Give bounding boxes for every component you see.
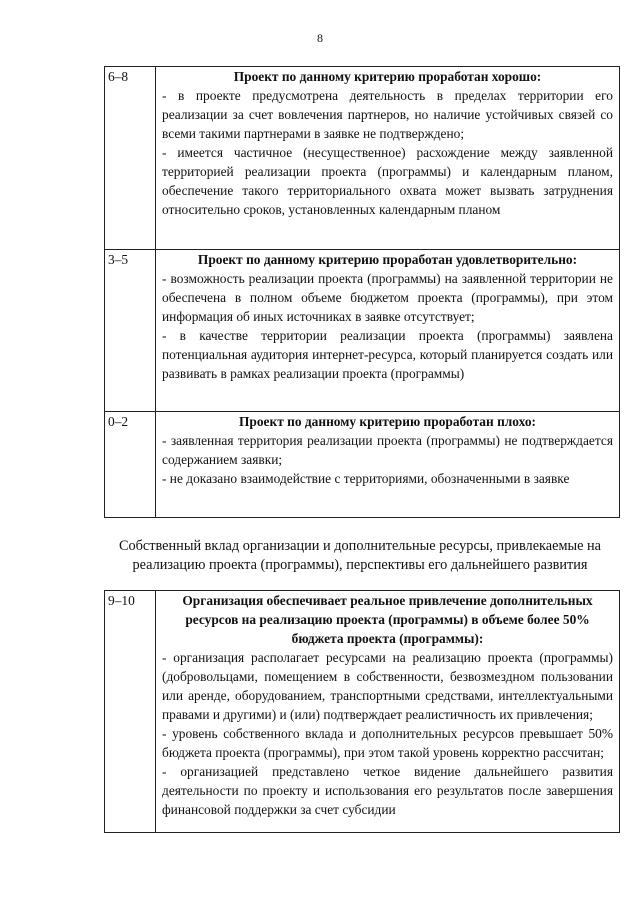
score-range: 9–10 <box>105 591 156 833</box>
criteria-item: - организация располагает ресурсами на реализацию проекта (программы) (добровольцами, помещением в собственности, безвозмездном пользовании или аренде, оборудованием, транспортными средствами, интеллектуальными правами и другими) и (или) подтверждает реалистичность их привлечения; <box>162 650 613 722</box>
criteria-item: - имеется частичное (несущественное) расхождение между заявленной территорией реализации проекта (программы) и календарным планом, обеспечение такого территориального охвата может вызвать затруднения относительно сроков, установленных календарным планом <box>162 145 613 217</box>
page-number: 8 <box>317 31 323 45</box>
criteria-row-high <box>105 591 620 833</box>
criteria-item: - в качестве территории реализации проекта (программы) заявлена потенциальная аудитория интернет-ресурса, который планируется создать или развивать в рамках реализации проекта (программы) <box>162 328 613 381</box>
criteria-row-satisfactory <box>105 250 620 412</box>
score-range: 0–2 <box>105 412 156 518</box>
criteria-item: - возможность реализации проекта (программы) на заявленной территории не обеспечена в полном объеме бюджетом проекта (программы), при этом информация об иных источниках в заявке отсутствует; <box>162 271 613 324</box>
criteria-item: - в проекте предусмотрена деятельность в пределах территории его реализации за счет вовлечения партнеров, но наличие устойчивых связей со всеми такими партнерами в заявке не подтверждено; <box>162 88 613 141</box>
criteria-item: - не доказано взаимодействие с территориями, обозначенными в заявке <box>162 471 570 486</box>
criteria-heading: Проект по данному критерию проработан хорошо: <box>233 69 542 84</box>
criteria-item: - заявленная территория реализации проекта (программы) не подтверждается содержанием заявки; <box>162 433 613 467</box>
criteria-description <box>156 591 620 833</box>
criteria-row-poor <box>105 412 620 518</box>
criteria-table-territory <box>104 66 620 518</box>
section-title: Собственный вклад организации и дополнительные ресурсы, привлекаемые на реализацию проекта (программы), перспективы его дальнейшего развития <box>118 538 602 573</box>
criteria-heading: Проект по данному критерию проработан удовлетворительно: <box>197 252 578 267</box>
score-range: 6–8 <box>105 67 156 250</box>
criteria-description <box>156 412 620 518</box>
score-range: 3–5 <box>105 250 156 412</box>
criteria-item: - организацией представлено четкое видение дальнейшего развития деятельности по проекту и использования его результатов после завершения финансовой поддержки за счет субсидии <box>162 764 613 817</box>
criteria-table-contribution <box>104 590 620 833</box>
criteria-description <box>156 67 620 250</box>
criteria-description <box>156 250 620 412</box>
criteria-heading: Организация обеспечивает реальное привлечение дополнительных ресурсов на реализацию проекта (программы) в объеме более 50% бюджета проекта (программы): <box>182 593 593 646</box>
criteria-row-good <box>105 67 620 250</box>
criteria-item: - уровень собственного вклада и дополнительных ресурсов превышает 50% бюджета проекта (программы), при этом такой уровень корректно рассчитан; <box>162 726 613 760</box>
criteria-heading: Проект по данному критерию проработан плохо: <box>238 414 536 429</box>
